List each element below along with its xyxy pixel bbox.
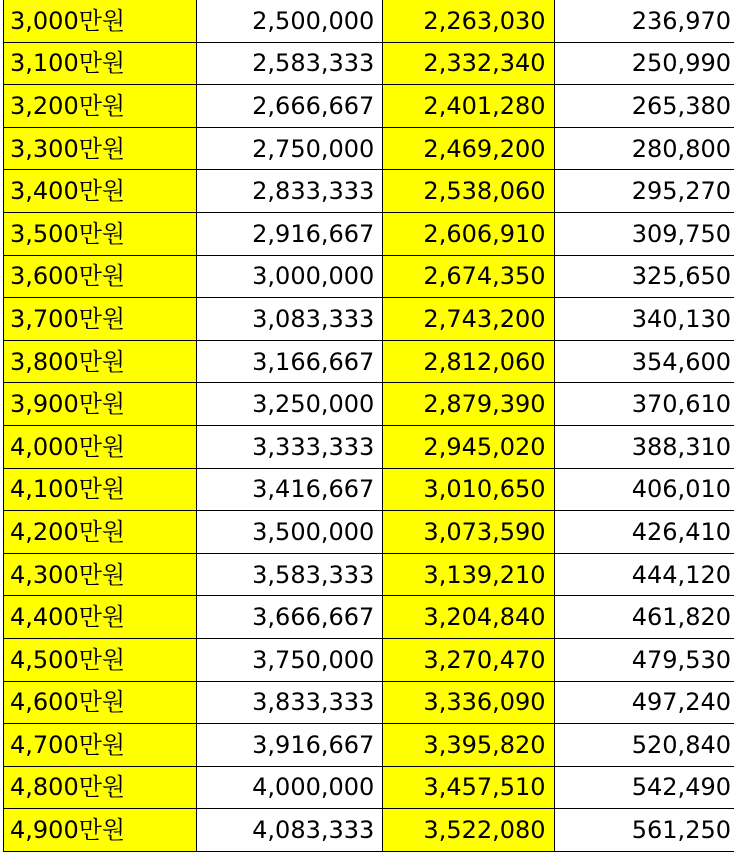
table-row	[4, 0, 740, 42]
table-row	[4, 85, 740, 128]
monthly-gross-cell[interactable]: 2,666,667	[196, 85, 383, 128]
annual-salary-cell[interactable]: 3,000만원	[4, 0, 197, 42]
monthly-gross-cell[interactable]: 3,333,333	[196, 425, 383, 468]
annual-salary-cell[interactable]: 3,100만원	[4, 42, 197, 85]
monthly-gross-cell[interactable]: 3,500,000	[196, 511, 383, 554]
monthly-gross-cell[interactable]: 3,250,000	[196, 383, 383, 426]
table-row	[4, 170, 740, 213]
monthly-net-cell[interactable]: 2,332,340	[383, 42, 554, 85]
deduction-cell[interactable]: 461,820	[554, 596, 739, 639]
monthly-gross-cell[interactable]: 3,916,667	[196, 724, 383, 767]
table-row	[4, 468, 740, 511]
salary-table	[3, 0, 740, 852]
monthly-net-cell[interactable]: 3,457,510	[383, 766, 554, 809]
annual-salary-cell[interactable]: 3,300만원	[4, 127, 197, 170]
deduction-cell[interactable]: 265,380	[554, 85, 739, 128]
annual-salary-cell[interactable]: 4,400만원	[4, 596, 197, 639]
monthly-net-cell[interactable]: 3,139,210	[383, 553, 554, 596]
annual-salary-cell[interactable]: 4,100만원	[4, 468, 197, 511]
monthly-net-cell[interactable]: 3,010,650	[383, 468, 554, 511]
monthly-net-cell[interactable]: 2,469,200	[383, 127, 554, 170]
deduction-cell[interactable]: 388,310	[554, 425, 739, 468]
annual-salary-cell[interactable]: 4,700만원	[4, 724, 197, 767]
table-row	[4, 212, 740, 255]
table-row	[4, 596, 740, 639]
monthly-gross-cell[interactable]: 4,083,333	[196, 809, 383, 852]
monthly-net-cell[interactable]: 3,522,080	[383, 809, 554, 852]
deduction-cell[interactable]: 325,650	[554, 255, 739, 298]
annual-salary-cell[interactable]: 3,900만원	[4, 383, 197, 426]
deduction-cell[interactable]: 236,970	[554, 0, 739, 42]
deduction-cell[interactable]: 520,840	[554, 724, 739, 767]
annual-salary-cell[interactable]: 3,400만원	[4, 170, 197, 213]
monthly-gross-cell[interactable]: 2,750,000	[196, 127, 383, 170]
monthly-net-cell[interactable]: 3,073,590	[383, 511, 554, 554]
annual-salary-cell[interactable]: 4,200만원	[4, 511, 197, 554]
deduction-cell[interactable]: 295,270	[554, 170, 739, 213]
table-row	[4, 298, 740, 341]
deduction-cell[interactable]: 542,490	[554, 766, 739, 809]
annual-salary-cell[interactable]: 4,900만원	[4, 809, 197, 852]
sheet-edge	[734, 0, 740, 852]
monthly-gross-cell[interactable]: 3,750,000	[196, 638, 383, 681]
table-row	[4, 42, 740, 85]
table-row	[4, 255, 740, 298]
monthly-gross-cell[interactable]: 2,583,333	[196, 42, 383, 85]
salary-table-body	[4, 0, 740, 851]
table-row	[4, 340, 740, 383]
deduction-cell[interactable]: 309,750	[554, 212, 739, 255]
annual-salary-cell[interactable]: 4,500만원	[4, 638, 197, 681]
annual-salary-cell[interactable]: 4,600만원	[4, 681, 197, 724]
table-row	[4, 724, 740, 767]
monthly-gross-cell[interactable]: 3,833,333	[196, 681, 383, 724]
table-row	[4, 766, 740, 809]
annual-salary-cell[interactable]: 4,000만원	[4, 425, 197, 468]
table-row	[4, 425, 740, 468]
monthly-net-cell[interactable]: 3,204,840	[383, 596, 554, 639]
monthly-net-cell[interactable]: 2,945,020	[383, 425, 554, 468]
monthly-net-cell[interactable]: 2,401,280	[383, 85, 554, 128]
monthly-gross-cell[interactable]: 2,500,000	[196, 0, 383, 42]
monthly-net-cell[interactable]: 3,395,820	[383, 724, 554, 767]
monthly-gross-cell[interactable]: 3,666,667	[196, 596, 383, 639]
annual-salary-cell[interactable]: 3,700만원	[4, 298, 197, 341]
monthly-gross-cell[interactable]: 4,000,000	[196, 766, 383, 809]
monthly-gross-cell[interactable]: 3,166,667	[196, 340, 383, 383]
annual-salary-cell[interactable]: 3,500만원	[4, 212, 197, 255]
deduction-cell[interactable]: 370,610	[554, 383, 739, 426]
table-row	[4, 511, 740, 554]
annual-salary-cell[interactable]: 3,600만원	[4, 255, 197, 298]
monthly-gross-cell[interactable]: 3,416,667	[196, 468, 383, 511]
monthly-net-cell[interactable]: 2,879,390	[383, 383, 554, 426]
monthly-net-cell[interactable]: 2,812,060	[383, 340, 554, 383]
deduction-cell[interactable]: 250,990	[554, 42, 739, 85]
table-row	[4, 638, 740, 681]
monthly-gross-cell[interactable]: 3,000,000	[196, 255, 383, 298]
monthly-gross-cell[interactable]: 3,583,333	[196, 553, 383, 596]
annual-salary-cell[interactable]: 4,300만원	[4, 553, 197, 596]
monthly-net-cell[interactable]: 2,263,030	[383, 0, 554, 42]
table-row	[4, 681, 740, 724]
deduction-cell[interactable]: 340,130	[554, 298, 739, 341]
monthly-net-cell[interactable]: 3,336,090	[383, 681, 554, 724]
deduction-cell[interactable]: 444,120	[554, 553, 739, 596]
deduction-cell[interactable]: 280,800	[554, 127, 739, 170]
deduction-cell[interactable]: 406,010	[554, 468, 739, 511]
deduction-cell[interactable]: 497,240	[554, 681, 739, 724]
monthly-net-cell[interactable]: 2,606,910	[383, 212, 554, 255]
annual-salary-cell[interactable]: 3,200만원	[4, 85, 197, 128]
deduction-cell[interactable]: 354,600	[554, 340, 739, 383]
annual-salary-cell[interactable]: 4,800만원	[4, 766, 197, 809]
monthly-gross-cell[interactable]: 2,833,333	[196, 170, 383, 213]
table-row	[4, 127, 740, 170]
monthly-gross-cell[interactable]: 3,083,333	[196, 298, 383, 341]
monthly-net-cell[interactable]: 2,674,350	[383, 255, 554, 298]
monthly-gross-cell[interactable]: 2,916,667	[196, 212, 383, 255]
table-row	[4, 553, 740, 596]
deduction-cell[interactable]: 479,530	[554, 638, 739, 681]
deduction-cell[interactable]: 426,410	[554, 511, 739, 554]
annual-salary-cell[interactable]: 3,800만원	[4, 340, 197, 383]
table-row	[4, 383, 740, 426]
table-row	[4, 809, 740, 852]
monthly-net-cell[interactable]: 3,270,470	[383, 638, 554, 681]
deduction-cell[interactable]: 561,250	[554, 809, 739, 852]
monthly-net-cell[interactable]: 2,743,200	[383, 298, 554, 341]
monthly-net-cell[interactable]: 2,538,060	[383, 170, 554, 213]
